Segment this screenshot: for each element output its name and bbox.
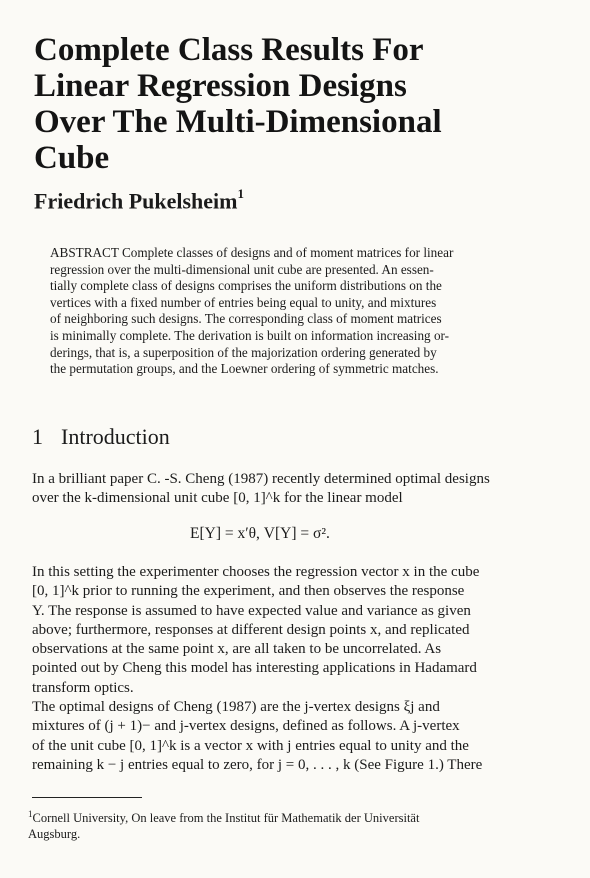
intro-paragraph-1 xyxy=(32,470,557,509)
section-heading xyxy=(32,424,170,450)
abstract-line: the permutation groups, and the Loewner ordering of symmetric matches. xyxy=(50,361,439,377)
body-line: transform optics. xyxy=(32,679,134,696)
title-line: Over The Multi-Dimensional xyxy=(34,104,442,140)
section-title-text: Introduction xyxy=(61,424,170,449)
author-footnote-mark: 1 xyxy=(237,186,244,201)
body-line: above; furthermore, responses at different design points x, and replicated xyxy=(32,621,470,638)
body-line: remaining k − j entries equal to zero, for j = 0, . . . , k (See Figure 1.) There xyxy=(32,756,483,773)
title-line: Complete Class Results For xyxy=(34,32,424,68)
body-line: The optimal designs of Cheng (1987) are the j-vertex designs ξj and xyxy=(32,699,440,716)
section-number: 1 xyxy=(32,424,43,449)
author-name xyxy=(34,188,244,214)
footnote-text: Cornell University, On leave from the Institut für Mathematik der Universität xyxy=(32,811,420,826)
intro-paragraph-2 xyxy=(32,563,557,775)
abstract-line: derings, that is, a superposition of the majorization ordering generated by xyxy=(50,344,437,360)
footnote-divider xyxy=(32,797,142,798)
body-line: pointed out by Cheng this model has interesting applications in Hadamard xyxy=(32,660,477,677)
body-line: mixtures of (j + 1)− and j-vertex designs, defined as follows. A j-vertex xyxy=(32,718,460,735)
footnote-line: Augsburg. xyxy=(28,827,81,842)
body-line: observations at the same point x, are all taken to be uncorrelated. As xyxy=(32,641,442,658)
title-line: Linear Regression Designs xyxy=(34,68,407,104)
footnote xyxy=(28,806,558,842)
abstract-line: ABSTRACT Complete classes of designs and of moment matrices for linear xyxy=(50,245,454,260)
body-line: of the unit cube [0, 1]^k is a vector x with j entries equal to unity and the xyxy=(32,737,469,754)
author-text: Friedrich Pukelsheim xyxy=(34,188,238,214)
model-equation: E[Y] = x′θ, V[Y] = σ². xyxy=(190,525,330,542)
abstract-line: vertices with a fixed number of entries being equal to unity, and mixtures xyxy=(50,294,437,310)
abstract-line: regression over the multi-dimensional unit cube are presented. An essen- xyxy=(50,261,434,277)
abstract-line: tially complete class of designs comprises the uniform distributions on the xyxy=(50,278,442,294)
body-line: [0, 1]^k prior to running the experiment, and then observes the response xyxy=(32,583,465,600)
abstract-line: is minimally complete. The derivation is built on information increasing or- xyxy=(50,327,450,343)
paper-title xyxy=(34,32,574,176)
title-line: Cube xyxy=(34,140,110,176)
body-line: In this setting the experimenter chooses the regression vector x in the cube xyxy=(32,564,480,580)
footnote-mark: 1 xyxy=(28,809,33,819)
body-line: over the k-dimensional unit cube [0, 1]^k for the linear model xyxy=(32,490,403,507)
body-line: In a brilliant paper C. -S. Cheng (1987) recently determined optimal designs xyxy=(32,471,490,487)
footnote-line xyxy=(28,806,558,826)
body-line: Y. The response is assumed to have expected value and variance as given xyxy=(32,602,471,619)
abstract xyxy=(50,245,540,378)
abstract-line: of neighboring such designs. The corresponding class of moment matrices xyxy=(50,311,442,327)
